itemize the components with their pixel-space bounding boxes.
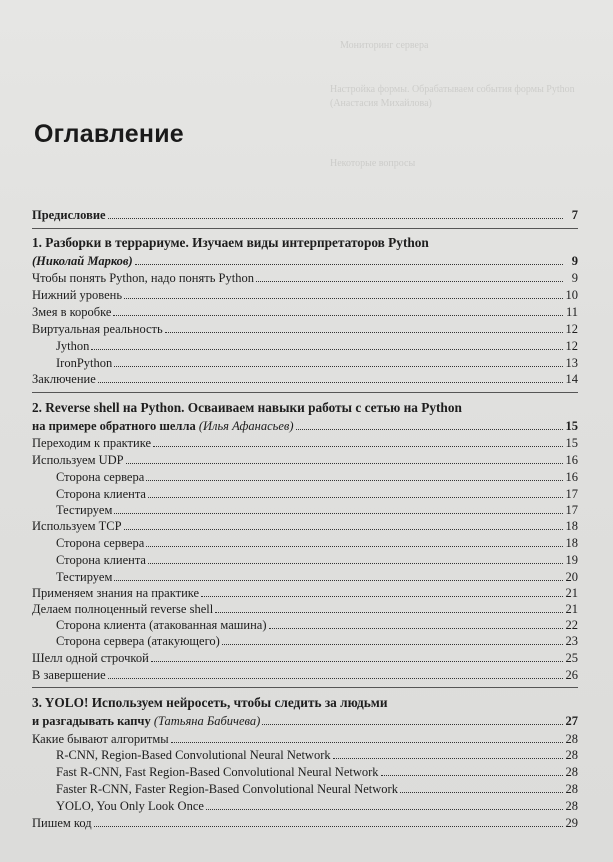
toc-entry-label: Заключение — [32, 372, 96, 386]
dot-leader — [256, 281, 563, 282]
section-divider — [32, 228, 578, 229]
toc-entry-label: В завершение — [32, 668, 106, 682]
toc-subentry — [32, 781, 578, 797]
toc-subentry — [32, 617, 578, 633]
dot-leader — [262, 724, 563, 725]
dot-leader — [201, 596, 563, 597]
toc-subentry — [32, 535, 578, 551]
toc-entry-label: R-CNN, Region-Based Convolutional Neural Network — [56, 748, 331, 762]
toc-page-number: 10 — [565, 288, 578, 302]
toc-page-number: 14 — [565, 372, 578, 386]
toc-page-number: 28 — [565, 748, 578, 762]
toc-entry — [32, 815, 578, 831]
toc-page-number: 9 — [571, 254, 578, 268]
toc-entry — [32, 321, 578, 337]
toc-page-number: 25 — [565, 651, 578, 665]
dot-leader — [108, 218, 563, 219]
toc-subentry — [32, 338, 578, 354]
dot-leader — [135, 264, 563, 265]
toc-entry-label: Змея в коробке — [32, 305, 112, 319]
toc-page-number: 20 — [565, 570, 578, 584]
toc-page-number: 12 — [565, 339, 578, 353]
toc-preface — [32, 207, 578, 223]
section-divider — [32, 687, 578, 688]
dot-leader — [215, 612, 563, 613]
toc-entry-label: Сторона сервера — [56, 470, 145, 484]
dot-leader — [381, 775, 563, 776]
toc-entry — [32, 731, 578, 747]
toc-entry — [32, 435, 578, 451]
chapter-3-heading-line2: и разгадывать капчу (Татьяна Бабичева) — [32, 714, 261, 728]
toc-page-number: 15 — [565, 436, 578, 450]
toc-entry-label: Faster R-CNN, Faster Region-Based Convolutional Neural Network — [56, 782, 398, 796]
toc-subentry — [32, 569, 578, 585]
toc-entry-label: Нижний уровень — [32, 288, 123, 302]
toc-page-number: 16 — [565, 453, 578, 467]
toc-entry — [32, 371, 578, 387]
toc-entry — [32, 601, 578, 617]
chapter-2-line2-row — [32, 418, 578, 434]
bleed-through-text: Настройка формы. Обрабатываем события формы Python — [330, 84, 575, 95]
bleed-through-text: Некоторые вопросы — [330, 158, 416, 169]
dot-leader — [124, 298, 563, 299]
toc-entry-label: Переходим к практике — [32, 436, 152, 450]
dot-leader — [98, 382, 563, 383]
toc-page-number: 28 — [565, 782, 578, 796]
dot-leader — [114, 513, 563, 514]
toc-entry — [32, 270, 578, 286]
bleed-through-text: Мониторинг сервера — [340, 40, 429, 51]
toc-entry-label: Применяем знания на практике — [32, 586, 200, 600]
toc-entry — [32, 585, 578, 601]
toc-page-number: 19 — [565, 553, 578, 567]
toc-entry-label: Сторона клиента (атакованная машина) — [56, 618, 267, 632]
toc-entry-label: IronPython — [56, 356, 113, 370]
toc-entry-label: Сторона сервера (атакующего) — [56, 634, 220, 648]
toc-entry-label: YOLO, You Only Look Once — [56, 799, 204, 813]
toc-subentry — [32, 747, 578, 763]
dot-leader — [148, 497, 563, 498]
dot-leader — [269, 628, 563, 629]
toc-entry-label: Fast R-CNN, Fast Region-Based Convolutional Neural Network — [56, 765, 379, 779]
dot-leader — [114, 366, 563, 367]
toc-subentry — [32, 469, 578, 485]
chapter-3-line2-row — [32, 713, 578, 729]
dot-leader — [91, 349, 563, 350]
toc-subentry — [32, 502, 578, 518]
chapter-2-author: (Илья Афанасьев) — [198, 419, 294, 433]
toc-entry-label: Какие бывают алгоритмы — [32, 732, 169, 746]
toc-subentry — [32, 355, 578, 371]
toc-page-number: 18 — [565, 519, 578, 533]
toc-page-number: 9 — [571, 271, 578, 285]
toc-page-number: 21 — [565, 602, 578, 616]
toc-entry — [32, 452, 578, 468]
toc-entry-label: Предисловие — [32, 208, 106, 222]
dot-leader — [94, 826, 563, 827]
toc-page-number: 28 — [565, 799, 578, 813]
toc-entry-label: Jython — [56, 339, 90, 353]
dot-leader — [165, 332, 563, 333]
toc-entry-label: Используем TCP — [32, 519, 122, 533]
toc-page-number: 16 — [565, 470, 578, 484]
toc-entry — [32, 667, 578, 683]
bleed-through-text: (Анастасия Михайлова) — [330, 98, 432, 109]
toc-subentry — [32, 764, 578, 780]
toc-page-number: 28 — [565, 732, 578, 746]
chapter-1-heading: 1. Разборки в террариуме. Изучаем виды интерпретаторов Python — [32, 235, 429, 250]
toc-page-number: 26 — [565, 668, 578, 682]
toc-entry-label: Используем UDP — [32, 453, 124, 467]
toc-page-number: 27 — [565, 714, 578, 728]
dot-leader — [148, 563, 563, 564]
toc-entry-label: Тестируем — [56, 503, 113, 517]
toc-entry — [32, 518, 578, 534]
dot-leader — [296, 429, 563, 430]
dot-leader — [108, 678, 563, 679]
dot-leader — [333, 758, 563, 759]
toc-page-number: 21 — [565, 586, 578, 600]
toc-entry — [32, 287, 578, 303]
toc-page-number: 12 — [565, 322, 578, 336]
toc-page-number: 13 — [565, 356, 578, 370]
toc-page-number: 23 — [565, 634, 578, 648]
toc-entry-label: Шелл одной строчкой — [32, 651, 149, 665]
toc-subentry — [32, 486, 578, 502]
dot-leader — [400, 792, 563, 793]
toc-page-number: 7 — [571, 208, 578, 222]
dot-leader — [146, 546, 563, 547]
toc-page-number: 11 — [565, 305, 578, 319]
toc-entry — [32, 650, 578, 666]
dot-leader — [171, 742, 563, 743]
toc-page-number: 28 — [565, 765, 578, 779]
toc-entry-label: Пишем код — [32, 816, 92, 830]
page-title: Оглавление — [34, 120, 184, 148]
chapter-1-author: (Николай Марков) — [32, 254, 133, 268]
toc-entry-label: Делаем полноценный reverse shell — [32, 602, 214, 616]
toc-subentry — [32, 552, 578, 568]
chapter-3-author: (Татьяна Бабичева) — [153, 714, 261, 728]
dot-leader — [222, 644, 563, 645]
toc-entry — [32, 304, 578, 320]
toc-entry-label: Чтобы понять Python, надо понять Python — [32, 271, 254, 285]
toc-entry-label: Тестируем — [56, 570, 113, 584]
chapter-2-heading: 2. Reverse shell на Python. Осваиваем навыки работы с сетью на Python — [32, 400, 462, 415]
dot-leader — [114, 580, 563, 581]
toc-page-number: 22 — [565, 618, 578, 632]
toc-entry-label: Сторона клиента — [56, 553, 146, 567]
dot-leader — [153, 446, 563, 447]
toc-page-number: 17 — [565, 487, 578, 501]
dot-leader — [124, 529, 563, 530]
toc-entry-label: Сторона сервера — [56, 536, 145, 550]
section-divider — [32, 392, 578, 393]
toc-entry-label: Виртуальная реальность — [32, 322, 163, 336]
chapter-2-heading-line2: на примере обратного шелла (Илья Афанасьев) — [32, 419, 294, 433]
toc-subentry — [32, 633, 578, 649]
toc-page-number: 29 — [565, 816, 578, 830]
dot-leader — [113, 315, 563, 316]
toc-entry-label: Сторона клиента — [56, 487, 146, 501]
chapter-1-author-row — [32, 253, 578, 269]
chapter-3-heading: 3. YOLO! Используем нейросеть, чтобы следить за людьми — [32, 695, 388, 710]
toc-page-number: 18 — [565, 536, 578, 550]
dot-leader — [151, 661, 563, 662]
dot-leader — [126, 463, 563, 464]
toc-page-number: 17 — [565, 503, 578, 517]
toc-page-number: 15 — [565, 419, 578, 433]
dot-leader — [146, 480, 563, 481]
dot-leader — [206, 809, 563, 810]
toc-subentry — [32, 798, 578, 814]
